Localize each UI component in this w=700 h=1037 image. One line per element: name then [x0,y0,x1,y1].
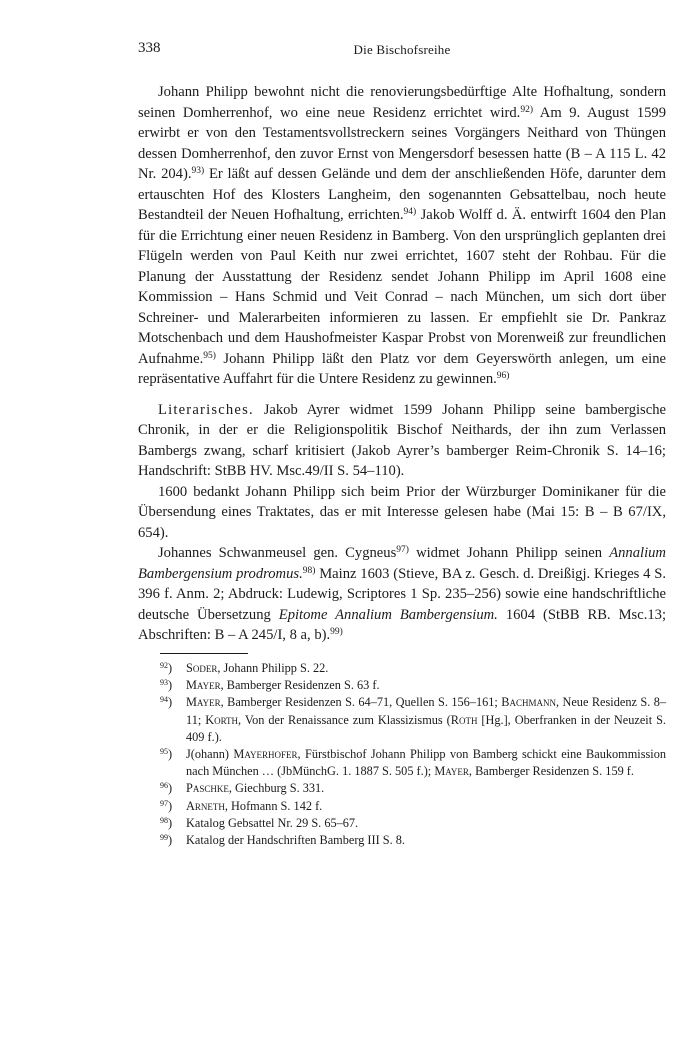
footnote-ref: 94) [403,207,417,217]
footnote-ref: 97) [396,545,409,555]
footnote [160,780,666,797]
text-run: [Hg.], Oberfranken in der Neuzeit S. 409 f.). [186,712,666,744]
footnote-ref: 98) [302,565,316,576]
text-run: 1600 bedankt Johann Philipp sich beim Prior der Würzburger Dominikaner für die Übersendung eines Traktates, das er mit Interesse gelesen habe (Mai 15: B – B 67/IX, 654). [138,483,666,541]
author-name: Soder [186,661,218,675]
author-name: Mayer [434,764,469,779]
footnote-number-value: 95 [160,747,168,757]
footnote-number-value: 97 [160,798,168,808]
text-run: Am 9. August 1599 erwirbt er von den Testamentsvollstreckern seines Vorgängers Neithard von Thüngen dessen Domherrenhof, den zuvor Ernst von Mengersdorf besessen hatte (B – A 115 L. 42 Nr. 204). [138,104,667,182]
footnote-number-value: 98 [160,815,168,825]
text-run: Johann Philipp bewohnt nicht die renovierungsbedürftige Alte Hofhaltung, sondern seinen Domherrenhof, wo eine neue Residenz errichtet wird. [138,84,666,121]
footnote [160,815,666,832]
author-name: Mayer [186,678,221,693]
footnote-number-value: 93 [160,678,168,688]
text-run: 1604 (StBB RB. Msc.13; Abschriften: B – A 245/I, 8 a, b). [138,606,666,643]
text-run: Katalog Gebsattel Nr. 29 S. 65–67. [186,815,359,830]
footnote [160,798,666,815]
footnote-ref: 95) [203,350,216,361]
footnote-number: $^{98}$) [160,815,173,830]
text-run: Mainz 1603 (Stieve, BA z. Gesch. d. Dreißigj. Krieges 4 S. 396 f. Anm. 2; Abdruck: Ludewig, Scriptores 1 Sp. 235–256) sowie eine handschriftliche deutsche Übersetzung [138,565,666,623]
footnote-ref: 99) [330,627,343,637]
footnote-number: $^{94}$) [160,695,173,710]
section-heading: Literarisches. [158,401,254,418]
footnotes [160,660,666,849]
text-run: , Giechburg S. 331. [228,781,325,796]
footnote [160,677,666,694]
text-run: , Von der Renaissance zum Klassizismus ( [238,712,451,727]
footnote-number: $^{95}$) [160,747,173,762]
footnote-number-value: 99 [160,833,168,843]
paragraph [138,482,666,544]
text-run: , Bamberger Residenzen S. 159 f. [468,764,634,779]
text-run: Katalog der Handschriften Bamberg III S. 8. [186,833,406,848]
text-run: , Fürstbischof Johann Philipp von Bamberg schickt eine Baukommission nach München … (JbMünchG. 1. 1887 S. 505 f.); [186,747,666,779]
text-run: , Bamberger Residenzen S. 64–71, Quellen S. 156–161; [220,695,502,710]
author-name: Paschke [186,781,229,796]
footnote-ref: 92) [520,104,533,115]
text-run: , Hofmann S. 142 f. [224,798,323,813]
paragraph [138,82,666,390]
footnote-number: $^{99}$) [160,833,173,848]
author-name: Roth [450,712,478,727]
footnote-number: $^{93}$) [160,678,173,693]
footnote-number: $^{96}$) [160,781,173,796]
footnote-number-value: 94 [160,695,168,705]
footnote-divider [160,653,248,654]
text-run: , Neue Residenz S. 8–11; [186,695,666,727]
page-header [138,40,666,62]
text-run: , Bamberger Residenzen S. 63 f. [220,678,380,693]
footnote-number-value: 96 [160,781,168,791]
text-run: Jakob Ayrer widmet 1599 Johann Philipp seine bambergische Chronik, in der er die Religionspolitik Bischof Neithards, der ihn zum Verlassen Bambergs zwang, scharf kritisiert (Jakob Ayrer’s bamberger Reim-Chronik S. 14–16; Handschrift: StBB HV. Msc.49/II S. 54–110). [138,401,666,479]
footnote-number-value: 92 [160,661,168,670]
text-run: Johannes Schwanmeusel gen. Cygneus [158,545,397,561]
author-name: Korth [205,712,239,727]
footnote [160,746,666,780]
author-name: Mayer [186,695,221,710]
text-run: widmet Johann Philipp seinen [408,545,610,561]
author-name: Mayerhofer [233,747,298,762]
text-run: Johann Philipp läßt den Platz vor dem Geyerswörth anlegen, um eine repräsentative Auffahrt für die Untere Residenz zu gewinnen. [138,350,666,387]
work-title: Annalium Bambergensium prodromus. [138,545,666,582]
author-name: Bachmann [501,695,556,710]
text-run: Jakob Wolff d. Ä. entwirft 1604 den Plan für die Errichtung einer neuen Residenz in Bamberg. Von den ursprünglich geplanten drei Flügeln werden von Paul Keith nur zwei errichtet, 1607 steht der Rohbau. Für die Planung der Ausstattung der Residenz sendet Johann Philipp im April 1608 eine Kommission – Hans Schmid und Veit Conrad – nach München, um sich dort über Schreiner- und Malerarbeiten informieren zu lassen. Er empfiehlt sie Dr. Pankraz Motschenbach und dem Haushofmeister Kaspar Probst von Morenweiß zur freundlichen Aufnahme. [138,207,666,367]
text-run: J(ohann) [186,747,234,762]
running-title: Die Bischofsreihe [353,42,451,57]
text-run: Er läßt auf dessen Gelände und dem der anschließenden Höfe, darunter dem ertauschten Hof des Klosters Langheim, den sogenannten Gebsattelbau, noch heute Bestandteil der Neuen Hofhaltung, errichten. [138,166,666,223]
page-number: 338 [138,40,161,56]
work-title: Epitome Annalium Bambergensium. [278,606,498,623]
footnote [160,660,666,677]
text-run: , Johann Philipp S. 22. [217,661,329,675]
footnote [160,694,666,746]
paragraph [138,400,666,482]
main-text [138,82,666,646]
paragraph [138,543,666,646]
footnote-number: $^{97}$) [160,798,173,813]
footnote-ref: 93) [191,166,205,176]
footnote-number: $^{92}$) [160,661,173,675]
author-name: Arneth [186,798,225,813]
footnote [160,832,666,849]
footnote-ref: 96) [496,371,510,381]
